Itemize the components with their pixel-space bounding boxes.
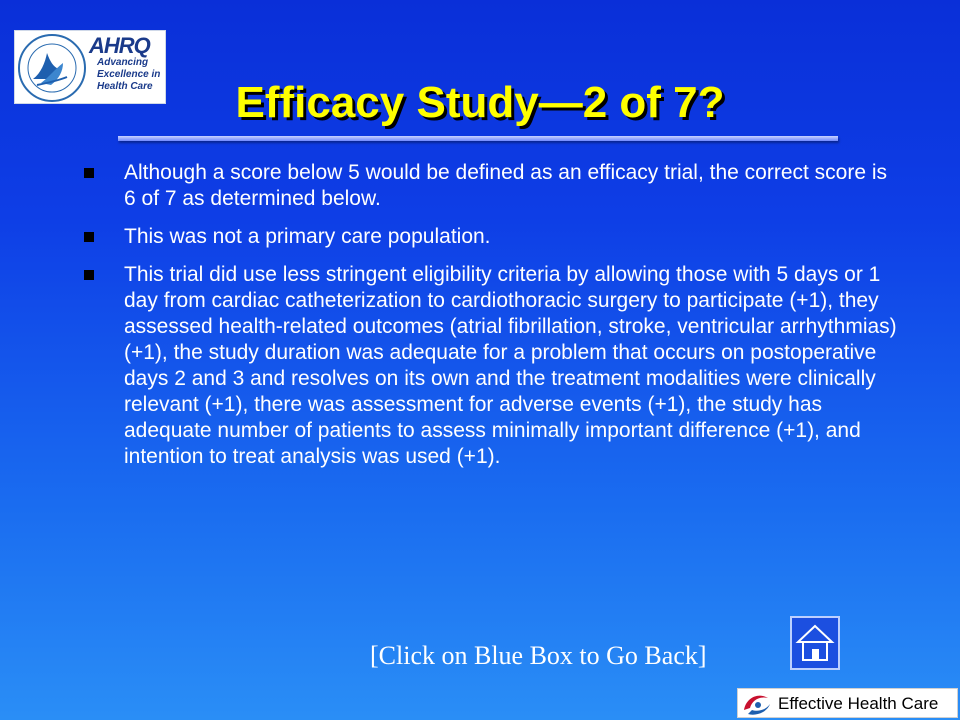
bullet-text: This trial did use less stringent eligibility criteria by allowing those with 5 days or 1 day from cardiac catheterization to cardiothoracic surgery to participate (+1), they assessed health-related outcomes (atrial fibrillation, stroke, ventricular arrhythmias) (+1), the study duration was adequate for a problem that occurs on postoperative days 2 and 3 and resolves on its own and the treatment modalities were clinically relevant (+1), there was assessment for adverse events (+1), the study has adequate number of patients to assess minimally important difference (+1), and intention to treat analysis was used (+1). — [124, 263, 897, 468]
ehc-swirl-icon — [740, 690, 774, 718]
bullet-text: This was not a primary care population. — [124, 225, 491, 248]
ahrq-tagline-line-3: Health Care — [97, 81, 153, 92]
effective-health-care-logo — [737, 688, 958, 718]
ahrq-wordmark: AHRQ — [89, 33, 150, 58]
bullet-list — [84, 160, 904, 482]
square-bullet-icon — [84, 168, 94, 178]
bullet-item — [84, 262, 904, 470]
square-bullet-icon — [84, 232, 94, 242]
ehc-text: Effective Health Care — [778, 694, 939, 713]
title-underline — [118, 136, 838, 141]
bullet-item — [84, 160, 904, 212]
square-bullet-icon — [84, 270, 94, 280]
bullet-text: Although a score below 5 would be defined as an efficacy trial, the correct score is 6 of 7 as determined below. — [124, 161, 888, 210]
home-button[interactable] — [790, 616, 840, 670]
ahrq-tagline-line-1: Advancing — [97, 57, 149, 68]
slide-title: Efficacy Study—2 of 7? — [235, 78, 725, 127]
home-icon — [792, 618, 838, 668]
bullet-item — [84, 224, 904, 250]
ahrq-tagline-line-2: Excellence in — [97, 69, 161, 80]
go-back-instruction: [Click on Blue Box to Go Back] — [370, 641, 707, 670]
